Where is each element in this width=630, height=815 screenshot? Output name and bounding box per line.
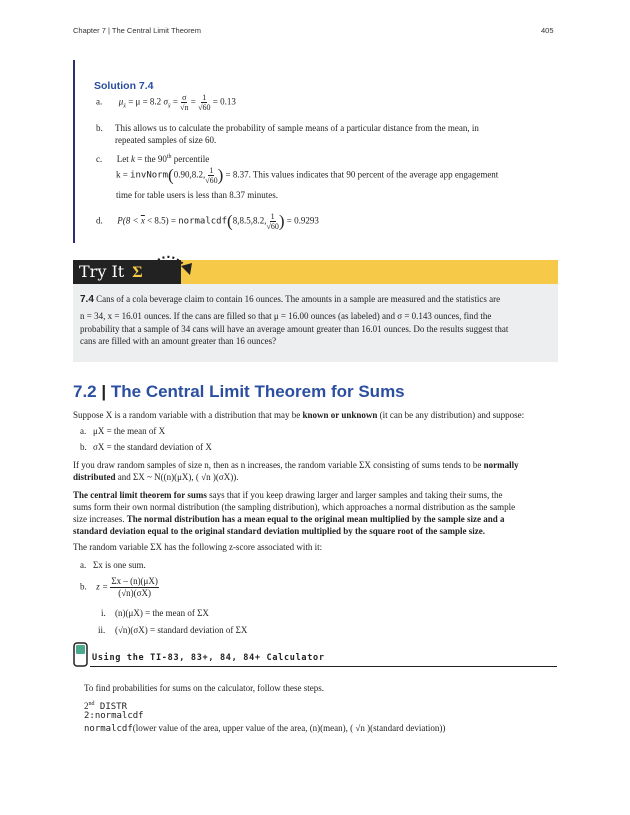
list-item: a. μX = the mean of X bbox=[80, 426, 166, 436]
calculator-step: 2nd DISTR bbox=[84, 701, 128, 712]
calculator-intro: To find probabilities for sums on the calculator, follow these steps. bbox=[84, 683, 324, 693]
solution-d: d. $P(8 < \overline{x} < 8.5)$ = normalcdf(8,8.5,8.2, $\frac{1}{√60}$ ) = 0.9293 bbox=[96, 211, 319, 231]
calculator-rule bbox=[90, 666, 557, 667]
solution-c-formula: k = invNorm(0.90,8.2, $\frac{1}{√60}$ ) = 8.37. This values indicates that 90 percent of the average app engagement bbox=[116, 165, 499, 185]
solution-title: Solution 7.4 bbox=[94, 80, 154, 92]
running-header: Chapter 7 | The Central Limit Theorem bbox=[73, 26, 201, 35]
section-title: 7.2 | The Central Limit Theorem for Sums bbox=[73, 382, 405, 401]
paragraph-2: The central limit theorem for sums says that if you keep drawing larger and larger samples and taking their sums, the sums form their own normal distribution (the sampling distribution), which approaches a normal distribution as the sample size increases. The normal distribution has a mean equal to the original mean multiplied by the sample size and a standard deviation equal to the original standard deviation multiplied by the square root of the sample size. bbox=[73, 490, 516, 536]
list-item: b. σX = the standard deviation of X bbox=[80, 442, 212, 452]
sigma-icon: Σ bbox=[132, 264, 143, 281]
solution-c: c. Let k = the 90th percentile bbox=[96, 154, 210, 164]
calculator-step: 2:normalcdf bbox=[84, 711, 144, 721]
roman-item: ii. (√n)(σX) = standard deviation of ΣX bbox=[98, 625, 248, 635]
zscore-b: b. z = $\frac{\Sigma x - (n)(\mu X)}{(√n)(\sigma X)}$ bbox=[80, 576, 158, 598]
roman-item: i. (n)(μX) = the mean of ΣX bbox=[101, 608, 209, 618]
dotted-arrow-icon bbox=[150, 249, 194, 279]
page-number: 405 bbox=[541, 26, 554, 35]
try-it-title: Try It bbox=[79, 262, 125, 281]
section-intro: Suppose X is a random variable with a distribution that may be known or unknown (it can be any distribution) and suppose: bbox=[73, 410, 525, 420]
solution-rule bbox=[73, 60, 75, 243]
paragraph-3: The random variable ΣX has the following z-score associated with it: bbox=[73, 542, 323, 552]
solution-b: b. This allows us to calculate the probability of sample means of a particular distance from the mean, in repeated samples of size 60. bbox=[96, 123, 479, 145]
calculator-step: normalcdf(lower value of the area, upper value of the area, (n)(mean), ( √n )(standard deviation)) bbox=[84, 723, 446, 734]
calculator-icon bbox=[73, 642, 88, 667]
solution-a: a. $\mu_{x̄} = \mu = 8.2$ $\sigma_{x̄}$ = $\frac{\sigma}{√n}$ = $\frac{1}{√60}$ = 0.13 bbox=[96, 93, 236, 112]
zscore-a: a. Σx is one sum. bbox=[80, 560, 146, 570]
calculator-title: Using the TI-83, 83+, 84, 84+ Calculator bbox=[92, 653, 325, 663]
try-it-text: 7.4 Cans of a cola beverage claim to contain 16 ounces. The amounts in a sample are measured and the statistics are n = 34, x = 16.01 ounces. If the cans are filled so that μ = 16.00 ounces (as labeled) and σ = 0.143 ounces, find the probability that a sample of 34 cans will have an average amount greater than 16.01 ounces. Do the results suggest that cans are filled with an amount greater than 16 ounces? bbox=[80, 294, 509, 346]
solution-c-text3: time for table users is less than 8.37 minutes. bbox=[116, 190, 278, 200]
paragraph-1: If you draw random samples of size n, then as n increases, the random variable ΣX consisting of sums tends to be normally distributed and ΣX ~ N((n)(μX), ( √n )(σX)). bbox=[73, 460, 519, 482]
